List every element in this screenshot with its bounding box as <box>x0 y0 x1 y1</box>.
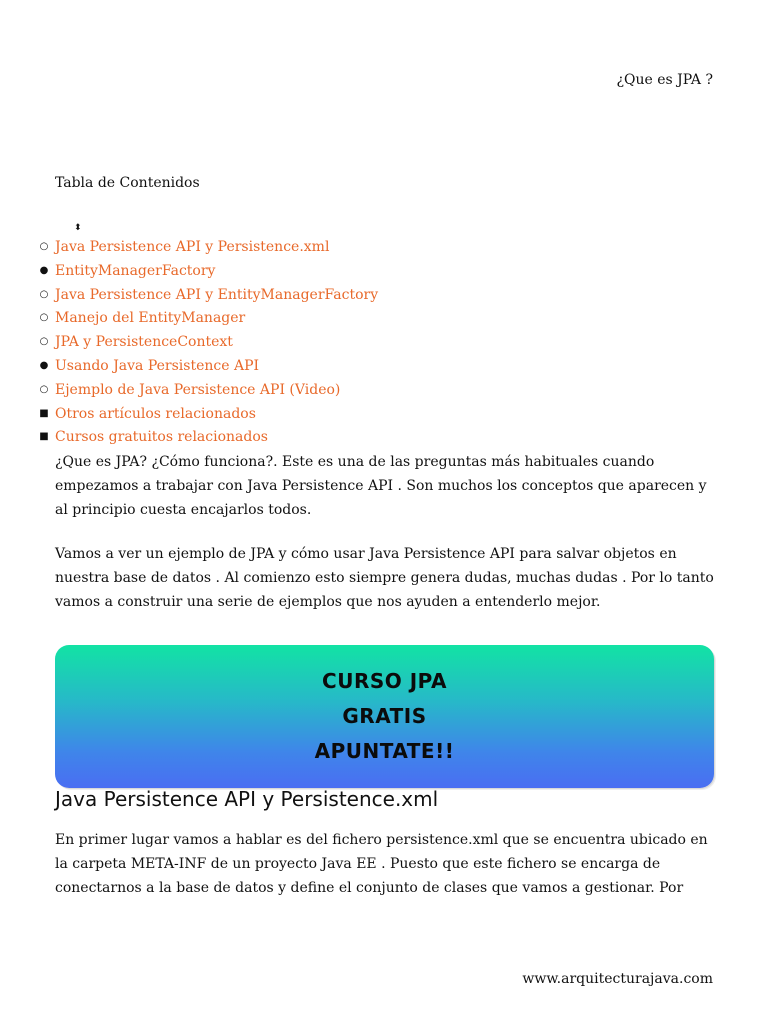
cta-line-2: GRATIS <box>342 704 427 728</box>
square-bullet-icon: ■ <box>39 431 49 443</box>
toc-link-manejo-entitymanager[interactable]: Manejo del EntityManager <box>55 310 246 327</box>
intro-paragraph-1: ¿Que es JPA? ¿Cómo funciona?. Este es una de las preguntas más habituales cuando empezamos a trabajar con Java Persistence API . Son muchos los conceptos que aparecen y al principio cuesta encajarlos todos. <box>55 454 707 518</box>
section-paragraph: En primer lugar vamos a hablar es del fichero persistence.xml que se encuentra ubicado en la carpeta META-INF de un proyecto Java EE . Puesto que este fichero se encarga de conectarnos a la base de datos y define el conjunto de clases que vamos a gestionar. Por <box>55 832 708 896</box>
toc-link-persistence-xml[interactable]: Java Persistence API y Persistence.xml <box>55 239 330 255</box>
toc-item <box>39 332 378 356</box>
disc-bullet-icon: ● <box>39 264 49 276</box>
footer-url: www.arquitecturajava.com <box>522 971 713 987</box>
toc-link-otros-articulos[interactable]: Otros artículos relacionados <box>55 405 256 422</box>
toc-link-persistencecontext[interactable]: JPA y PersistenceContext <box>55 334 233 351</box>
toc-link-entitymanagerfactory[interactable]: EntityManagerFactory <box>55 262 216 279</box>
circle-bullet-icon: ○ <box>39 336 49 348</box>
cta-line-1: CURSO JPA <box>322 669 447 693</box>
section-heading: Java Persistence API y Persistence.xml <box>55 787 439 811</box>
toc-link-ejemplo-video[interactable]: Ejemplo de Java Persistence API (Video) <box>55 381 341 398</box>
circle-bullet-icon: ○ <box>39 241 49 252</box>
circle-bullet-icon: ○ <box>39 288 49 300</box>
toc-item <box>39 380 378 404</box>
toc-item <box>39 261 378 285</box>
circle-bullet-icon: ○ <box>39 383 49 395</box>
toc-item <box>39 285 379 309</box>
cta-line-3: APUNTATE!! <box>314 739 455 763</box>
toc-item <box>39 308 378 332</box>
toc-item <box>39 427 378 451</box>
curso-jpa-banner-button[interactable] <box>55 645 714 788</box>
square-bullet-icon: ■ <box>39 407 49 419</box>
toc-item <box>39 356 378 380</box>
disc-bullet-icon: ● <box>39 359 49 371</box>
toc-link-cursos-gratuitos[interactable]: Cursos gratuitos relacionados <box>55 429 268 446</box>
page-header-title: ¿Que es JPA ? <box>616 72 713 88</box>
toc-title: Tabla de Contenidos <box>55 175 200 191</box>
toc-item <box>39 404 378 428</box>
toc-item <box>39 237 378 261</box>
table-of-contents <box>39 237 379 451</box>
intro-paragraph-2: Vamos a ver un ejemplo de JPA y cómo usar Java Persistence API para salvar objetos en nuestra base de datos . Al comienzo esto siempre genera dudas, muchas dudas . Por lo tanto vamos a construir una serie de ejemplos que nos ayuden a entenderlo mejor. <box>55 546 714 610</box>
toc-toggle-icon[interactable]: ⬍ <box>74 223 82 233</box>
toc-link-jpa-entitymanagerfactory[interactable]: Java Persistence API y EntityManagerFactory <box>55 286 379 303</box>
circle-bullet-icon: ○ <box>39 312 49 324</box>
toc-link-usando-jpa[interactable]: Usando Java Persistence API <box>55 357 260 374</box>
